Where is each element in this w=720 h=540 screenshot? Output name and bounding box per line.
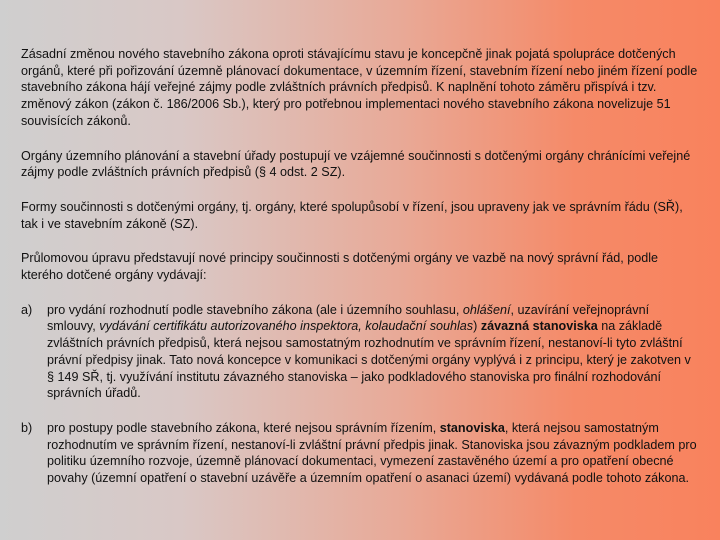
text-run: na základě zvláštních právních předpisů, která nejsou samostatným rozhodnutím ve správním řízení, nestanoví-li tyto zvláštní právní předpisy jinak. Tato nová koncepce v komunikaci s dotčenými orgány vyplývá i z principu, který je zakotven v § 149 SŘ, tj. využívání institutu závazného stanoviska – jako podkladového stanoviska pro finální rozhodování správních úřadů. [47,319,691,401]
list-marker-b: b) [21,420,33,435]
list-item-a [21,302,701,402]
paragraph-intro: Zásadní změnou nového stavebního zákona oproti stávajícímu stavu je koncepčně jinak pojatá spolupráce dotčených orgánů, které při pořizování územně plánovací dokumentace, v územním řízení, stavebním řízení nebo jiném řízení podle stavebního zákona hájí veřejné zájmy podle zvláštních právních předpisů. K naplnění tohoto záměru přispívá i tzv. změnový zákon (zákon č. 186/2006 Sb.), který pro potřebnou implementaci nového stavebního zákona novelizuje 51 souvisících zákonů. [21,47,698,128]
paragraph-principles: Průlomovou úpravu představují nové principy součinnosti s dotčenými orgány ve vazbě na nový správní řád, podle kterého dotčené orgány vydávají: [21,251,659,283]
list-item-b [21,420,701,487]
slide-content [21,46,701,505]
text-run: , uzavírání veřejnoprávní smlouvy, [47,302,650,334]
italic-run: vydávání certifikátu autorizovaného inspektora, kolaudační souhlas [99,319,474,334]
text-run: pro postupy podle stavebního zákona, které nejsou správním řízením, [47,420,440,435]
list-item-a-text [47,302,701,402]
list-item-b-text [47,420,701,487]
text-run: , která nejsou samostatným rozhodnutím ve správním řízení, nestanoví-li zvláštní právní předpis jinak. Stanoviska jsou závazným podkladem pro politiku územního rozvoje, územně plánovací dokumentaci, vymezení zastavěného území a pro opatření obecné povahy (územní opatření o stavební uzávěře a územním opatření o asanaci území) vydávaná podle tohoto zákona. [47,420,697,486]
text-run: pro vydání rozhodnutí podle stavebního zákona (ale i územního souhlasu, [47,302,463,317]
text-run: ) [473,319,481,334]
bold-run: závazná stanoviska [480,319,598,334]
bold-run: stanoviska [439,420,505,435]
paragraph-cooperation: Orgány územního plánování a stavební úřady postupují ve vzájemné součinnosti s dotčenými orgány chránícími veřejné zájmy podle zvláštních právních předpisů (§ 4 odst. 2 SZ). [21,148,691,180]
list-marker-a: a) [21,302,33,317]
italic-run: ohlášení [462,302,511,317]
paragraph-forms: Formy součinnosti s dotčenými orgány, tj. orgány, které spolupůsobí v řízení, jsou upraveny jak ve správním řádu (SŘ), tak i ve stavebním zákoně (SZ). [21,199,683,231]
